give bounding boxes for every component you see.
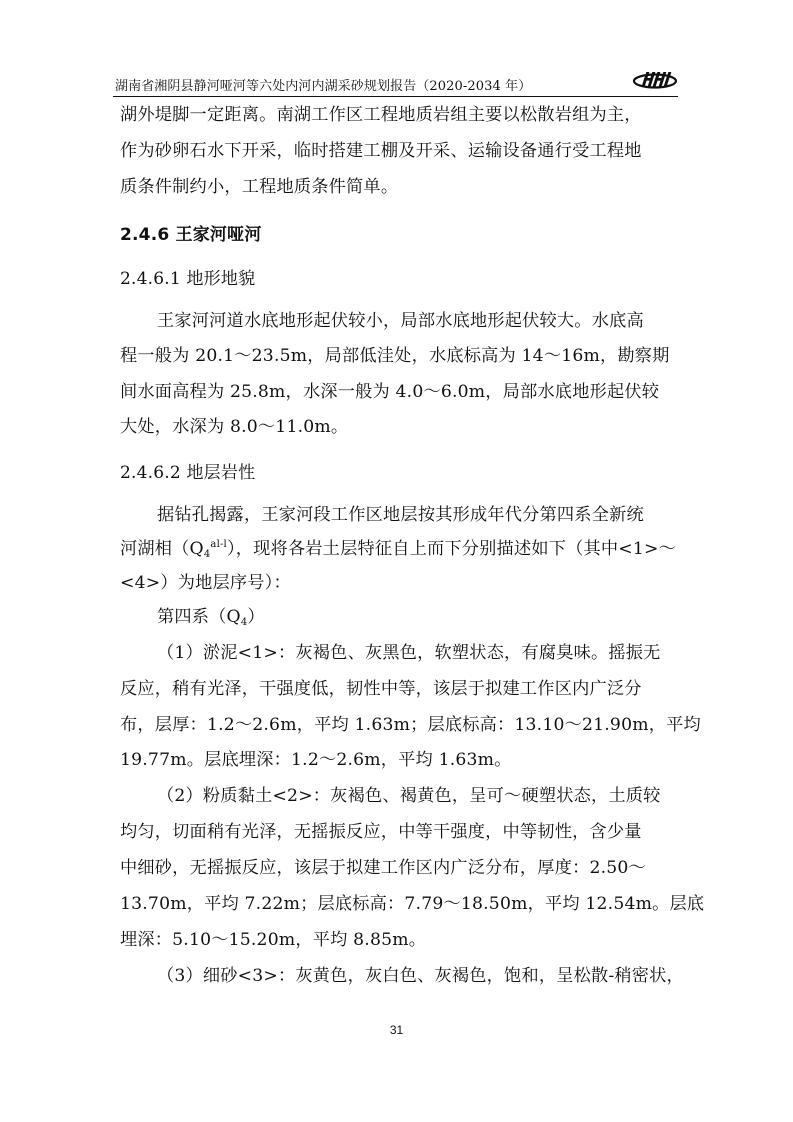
paragraph-line	[120, 534, 676, 560]
text-fragment: 第四系（Q	[157, 607, 241, 627]
paragraph-line: （2）粉质黏土<2>：灰褐色、褐黄色，呈可～硬塑状态，土质较	[157, 786, 661, 806]
header-rule	[113, 96, 678, 97]
subscript: 4	[203, 549, 211, 560]
text-fragment: 河湖相（Q	[120, 539, 204, 559]
paragraph-line: 据钻孔揭露，王家河段工作区地层按其形成年代分第四系全新统	[157, 505, 644, 525]
paragraph-line: （1）淤泥<1>：灰褐色、灰黑色，软塑状态，有腐臭味。摇振无	[157, 643, 661, 663]
subsection-heading-2-4-6-2: 2.4.6.2 地层岩性	[120, 463, 256, 483]
paragraph-line: 中细砂，无摇振反应，该层于拟建工作区内广泛分布，厚度：2.50～	[120, 858, 646, 878]
subsection-heading-2-4-6-1: 2.4.6.1 地形地貌	[120, 269, 256, 289]
subscript: 4	[240, 617, 248, 628]
paragraph-line: 湖外堤脚一定距离。南湖工作区工程地质岩组主要以松散岩组为主，	[120, 105, 642, 125]
hhi-logo-icon	[632, 70, 678, 90]
superscript: al-l	[210, 539, 227, 550]
text-fragment: ），现将各岩土层特征自上而下分别描述如下（其中<1>～	[226, 539, 676, 559]
section-heading-2-4-6: 2.4.6 王家河哑河	[120, 225, 262, 245]
paragraph-line: （3）细砂<3>：灰黄色，灰白色、灰褐色，饱和，呈松散-稍密状，	[157, 966, 684, 986]
paragraph-line: 程一般为 20.1～23.5m，局部低洼处，水底标高为 14～16m，勘察期	[120, 346, 670, 366]
paragraph-line: <4>）为地层序号）：	[120, 573, 291, 593]
quaternary-label	[157, 602, 265, 628]
paragraph-line: 均匀，切面稍有光泽，无摇振反应，中等干强度，中等韧性，含少量	[120, 822, 642, 842]
page-header	[113, 66, 678, 96]
paragraph-line: 质条件制约小，工程地质条件简单。	[120, 177, 399, 197]
paragraph-line: 王家河河道水底地形起伏较小，局部水底地形起伏较大。水底高	[157, 311, 644, 331]
header-title: 湖南省湘阴县静河哑河等六处内河内湖采砂规划报告（2020-2034 年）	[115, 79, 532, 94]
paragraph-line: 19.77m。层底埋深：1.2～2.6m，平均 1.63m。	[120, 750, 512, 770]
paragraph-line: 埋深：5.10～15.20m，平均 8.85m。	[120, 930, 427, 950]
text-fragment: ）	[247, 607, 265, 627]
paragraph-line: 反应，稍有光泽，干强度低，韧性中等，该层于拟建工作区内广泛分	[120, 679, 642, 699]
paragraph-line: 大处，水深为 8.0～11.0m。	[120, 417, 349, 437]
paragraph-line: 作为砂卵石水下开采，临时搭建工棚及开采、运输设备通行受工程地	[120, 141, 642, 161]
paragraph-line: 布，层厚：1.2～2.6m，平均 1.63m；层底标高：13.10～21.90m，平均	[120, 715, 701, 735]
paragraph-line: 间水面高程为 25.8m，水深一般为 4.0～6.0m，局部水底地形起伏较	[120, 382, 660, 402]
paragraph-line: 13.70m，平均 7.22m；层底标高：7.79～18.50m，平均 12.54m。层底	[120, 894, 705, 914]
page-number: 31	[389, 1023, 404, 1037]
